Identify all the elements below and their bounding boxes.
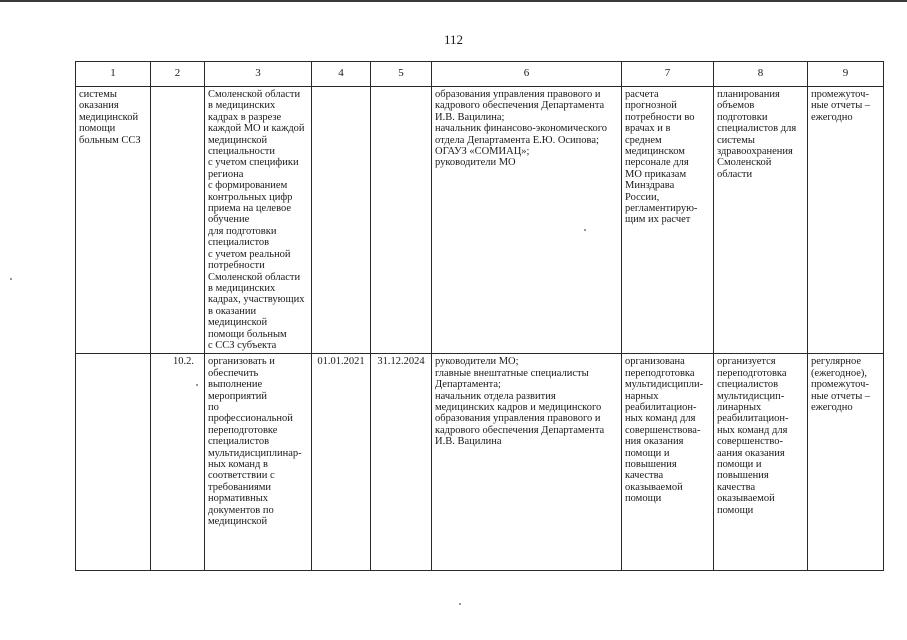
page-number: 112 [443,32,464,47]
cell-text-line: объемов [717,100,755,112]
cell-text-line: мультидисципли- [625,379,704,391]
cell-text-line: медицинских кадров и медицинского [435,401,602,413]
cell-indicator [714,354,808,571]
cell-text-line: регулярное [811,356,861,368]
table-row [76,354,884,571]
cell-text-line: промежуточ- [811,89,869,100]
cell-text-line: начальник отдела развития [435,390,556,402]
cell-text-line: линарных [717,401,762,413]
cell-text-line: для подготовки [208,225,277,237]
scan-edge-line [0,0,907,2]
column-header: 7 [622,62,714,87]
cell-text-line: с учетом специфики [208,157,299,169]
cell-text-line: 01.01.2021 [317,356,365,368]
column-header: 4 [312,62,371,87]
cell-text-line: специалистов для [717,123,797,135]
column-header: 3 [205,62,312,87]
cell-text-line: И.В. Вацилина [435,436,502,448]
cell-text-line: по [208,401,219,413]
cell-start-date [312,87,371,354]
cell-reporting [808,87,884,354]
cell-text-line: с учетом реальной [208,248,291,260]
cell-text-line: переподготовка [717,367,787,379]
cell-text-line: ные отчеты – [811,390,871,402]
cell-text-line: ных команд для [717,424,788,436]
cell-text-line: медицинском [625,146,685,158]
cell-end-date [371,354,432,571]
cell-text-line: кадрах, участвующих [208,294,305,306]
cell-text-line: промежуточ- [811,379,869,391]
cell-text-line: Департамента; [435,379,501,391]
cell-text-line: оказания [79,100,119,112]
cell-text-line: помощи больным [208,328,287,340]
scan-speck [10,278,12,280]
cell-text-line: качества [717,481,756,493]
cell-text-line: медицинской [208,516,268,528]
cell-text-line: качества [625,470,664,482]
cell-text-line: в медицинских [208,282,276,294]
column-header: 2 [151,62,205,87]
cell-text-line: системы [717,134,755,146]
column-header: 8 [714,62,808,87]
cell-text-line: медицинской [208,134,268,146]
cell-text-line: реабилитацион- [625,401,697,413]
cell-text-line: помощи [79,123,116,135]
column-header: 9 [808,62,884,87]
cell-text-line: кадрах в разрезе [208,111,282,123]
cell-responsible [432,87,622,354]
cell-text-line: контрольных цифр [208,191,293,203]
cell-text-line: ежегодно [811,401,853,413]
cell-system [76,87,151,354]
cell-text-line: ных команд в [208,459,268,470]
cell-text-line: требованиями [208,481,272,493]
cell-text-line: нормативных [208,493,269,505]
cell-text-line: совершенство- [717,436,783,448]
cell-text-line: помощи [625,493,662,505]
cell-number [151,87,205,354]
cell-measure [205,87,312,354]
cell-text-line: больным ССЗ [79,134,141,146]
cell-text-line: аания оказания [717,447,785,459]
cell-text-line: системы [79,89,117,100]
cell-text-line: реабилитацион- [717,413,789,425]
cell-reporting [808,354,884,571]
cell-text-line: организуется [717,356,776,368]
cell-text-line: ные отчеты – [811,100,871,112]
cell-text-line: переподготовке [208,424,278,436]
cell-text-line: И.В. Вацилина; [435,111,505,123]
cell-text-line: выполнение [208,379,263,391]
cell-text-line: регламентирую- [625,203,698,215]
cell-text-line: области [717,168,753,180]
cell-text-line: руководители МО [435,157,516,169]
cell-text-line: специалистов [717,379,779,391]
cell-text-line: организовать и [208,356,275,368]
cell-text-line: с ССЗ субъекта [208,339,277,351]
cell-text-line: Минздрава [625,180,675,192]
cell-text-line: профессиональной [208,413,293,425]
cell-text-line: ежегодно [811,111,853,123]
scan-speck [196,384,198,386]
cell-text-line: ния оказания [625,436,684,448]
cell-text-line: потребности [208,260,265,272]
cell-text-line: в медицинских [208,100,276,112]
cell-text-line: оказываемой [625,481,683,493]
cell-text-line: 31.12.2024 [377,356,425,368]
cell-text-line: переподготовка [625,367,695,379]
cell-text-line: среднем [625,134,662,146]
column-header: 5 [371,62,432,87]
cell-text-line: специалистов [208,237,270,249]
cell-text-line: приема на целевое [208,203,292,215]
cell-text-line: начальник финансово-экономического [435,123,607,135]
cell-text-line: врачах и в [625,123,671,135]
cell-text-line: подготовки [717,111,768,123]
cell-text-line: руководители МО; [435,356,519,368]
cell-text-line: Смоленской области [208,271,301,283]
cell-text-line: с формированием [208,180,288,192]
plan-table [75,61,884,571]
cell-text-line: прогнозной [625,100,677,112]
cell-text-line: специальности [208,146,275,158]
cell-text-line: образования управления правового и [435,89,601,100]
cell-text-line: медицинской [208,317,268,329]
cell-responsible [432,354,622,571]
cell-system [76,354,151,571]
cell-indicator [714,87,808,354]
cell-text-line: совершенствова- [625,424,701,436]
cell-text-line: организована [625,356,685,368]
cell-text-line: Смоленской области [208,89,301,100]
column-header: 6 [432,62,622,87]
cell-text-line: соответствии с [208,470,275,482]
cell-result [622,354,714,571]
cell-text-line: планирования [717,89,780,100]
cell-text-line: (ежегодное), [811,367,868,379]
cell-text-line: кадрового обеспечения Департамента [435,424,605,436]
cell-text-line: Смоленской [717,157,772,169]
cell-text-line: главные внештатные специалисты [435,367,589,379]
cell-text-line: повышения [717,470,769,482]
cell-text-line: ОГАУЗ «СОМИАЦ»; [435,146,530,158]
scan-speck [584,229,586,231]
cell-text-line: здравоохранения [717,146,793,158]
cell-number [151,354,205,571]
cell-text-line: ных команд для [625,413,696,425]
cell-text-line: оказываемой [717,493,775,505]
cell-text-line: обеспечить [208,367,259,379]
header-row [76,62,884,87]
cell-text-line: образования управления правового и [435,413,601,425]
cell-end-date [371,87,432,354]
cell-text-line: потребности во [625,111,695,123]
cell-text-line: мероприятий [208,390,267,402]
cell-start-date [312,354,371,571]
cell-measure [205,354,312,571]
cell-text-line: щим их расчет [625,214,691,226]
cell-text-line: 10.2. [173,356,194,368]
cell-text-line: персонале для [625,157,689,169]
cell-text-line: специалистов [208,436,270,448]
table-row [76,87,884,354]
cell-text-line: документов по [208,504,274,516]
cell-text-line: нарных [625,390,659,402]
cell-text-line: мультидисциплинар- [208,447,302,459]
cell-text-line: каждой МО и каждой [208,123,305,135]
cell-text-line: России, [625,191,660,203]
cell-text-line: обучение [208,214,250,226]
cell-text-line: помощи и [717,459,762,470]
cell-text-line: повышения [625,459,677,470]
cell-text-line: МО приказам [625,168,687,180]
cell-text-line: кадрового обеспечения Департамента [435,100,605,112]
cell-text-line: в оказании [208,305,257,317]
column-header: 1 [76,62,151,87]
cell-text-line: помощи [717,504,754,516]
cell-text-line: медицинской [79,111,139,123]
scan-speck [459,603,461,605]
cell-text-line: помощи и [625,447,670,459]
cell-text-line: мультидисцип- [717,390,785,402]
cell-text-line: отдела Департамента Е.Ю. Осипова; [435,134,599,146]
cell-text-line: региона [208,168,244,180]
cell-result [622,87,714,354]
cell-text-line: расчета [625,89,659,100]
